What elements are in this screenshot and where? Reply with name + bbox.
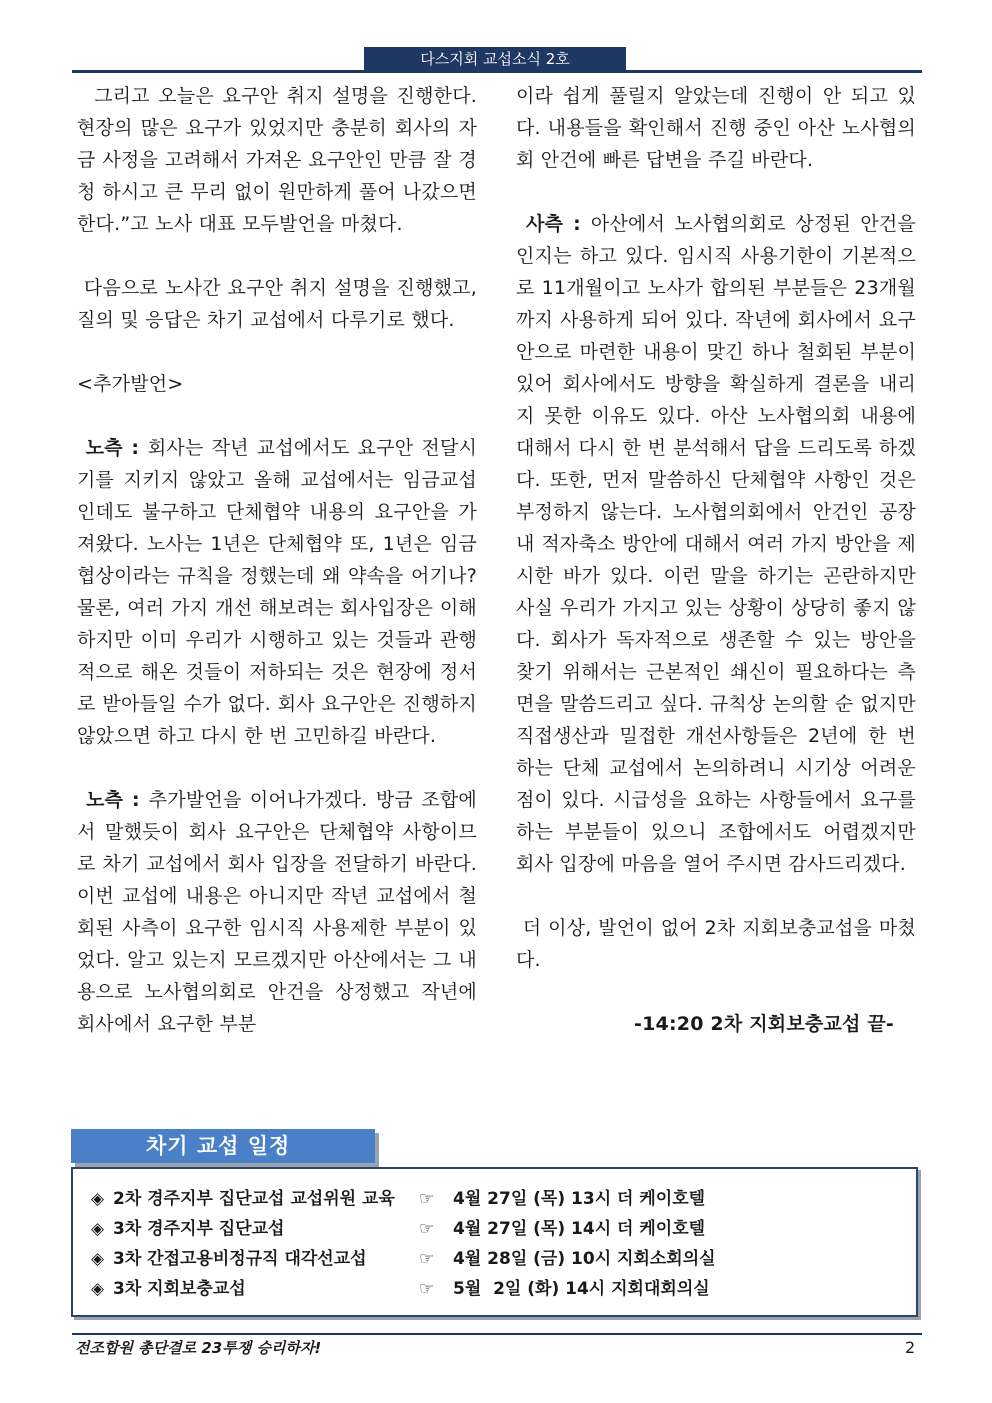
schedule-event: 2차 경주지부 집단교섭 교섭위원 교육 — [113, 1189, 395, 1209]
section-heading-additional-remarks: <추가발언> — [77, 373, 184, 395]
schedule-event: 3차 지회보충교섭 — [113, 1279, 246, 1299]
remark-text: 추가발언을 이어나가겠다. 방금 조합에서 말했듯이 회사 요구안은 단체협약 사항이므로 차기 교섭에서 회사 입장을 전달하기 바란다. 이번 교섭에 내용은 아니지만 작년 교섭에서 철회된 사측이 요구한 임시직 사용제한 부분이 있었다. 알고 있는지 모르겠지만 아산에서는 그 내용으로 노사협의회로 안건을 상정했고 작년에 회사에서 요구한 부분 — [77, 789, 484, 1035]
paragraph-proposal-explanation: 다음으로 노사간 요구안 취지 설명을 진행했고, 질의 및 응답은 차기 교섭에서 다루기로 했다. — [77, 277, 484, 331]
diamond-bullet-icon: ◈ — [91, 1189, 105, 1209]
paragraph-opening-remarks: 그리고 오늘은 요구안 취지 설명을 진행한다. 현장의 많은 요구가 있었지만 충분히 회사의 자금 사정을 고려해서 가져온 요구안인 만큼 잘 경청 하시고 큰 무리 없이 원만하게 풀어 나갔으면 한다.”고 노사 대표 모두발언을 마쳤다. — [77, 85, 484, 235]
schedule-when: 4월 27일 (목) 14시 더 케이호텔 — [453, 1219, 706, 1239]
schedule-title: 차기 교섭 일정 — [71, 1129, 375, 1163]
schedule-when: 4월 27일 (목) 13시 더 케이호텔 — [453, 1189, 706, 1209]
schedule-item — [91, 1214, 706, 1244]
schedule-item — [91, 1274, 710, 1304]
right-column — [516, 80, 923, 1040]
diamond-bullet-icon: ◈ — [91, 1249, 105, 1269]
paragraph-continuation: 이라 쉽게 풀릴지 알았는데 진행이 안 되고 있다. 내용들을 확인해서 진행 중인 아산 노사협의회 안건에 빠른 답변을 주길 바란다. — [516, 85, 916, 171]
footer-slogan: 전조합원 총단결로 23투쟁 승리하자! — [75, 1339, 322, 1357]
diamond-bullet-icon: ◈ — [91, 1219, 105, 1239]
schedule-when: 4월 28일 (금) 10시 지회소회의실 — [453, 1249, 716, 1269]
left-column — [77, 80, 484, 1040]
speaker-label: 노측 : — [77, 437, 148, 459]
pointing-hand-icon: ☞ — [419, 1189, 435, 1209]
speaker-label: 노측 : — [77, 789, 149, 811]
paragraph-company-remark — [516, 208, 923, 880]
schedule-when: 5월 2일 (화) 14시 지회대회의실 — [453, 1279, 710, 1299]
pointing-hand-icon: ☞ — [419, 1279, 435, 1299]
schedule-event: 3차 경주지부 집단교섭 — [113, 1219, 285, 1239]
paragraph-closing: 더 이상, 발언이 없어 2차 지회보충교섭을 마쳤다. — [516, 917, 916, 971]
paragraph-union-remark-2 — [77, 784, 484, 1040]
schedule-box — [71, 1167, 918, 1317]
pointing-hand-icon: ☞ — [419, 1249, 435, 1269]
pointing-hand-icon: ☞ — [419, 1219, 435, 1239]
diamond-bullet-icon: ◈ — [91, 1279, 105, 1299]
schedule-item — [91, 1244, 716, 1274]
newsletter-title: 다스지회 교섭소식 2호 — [364, 47, 626, 71]
remark-text: 회사는 작년 교섭에서도 요구안 전달시기를 지키지 않았고 올해 교섭에서는 임금교섭인데도 불구하고 단체협약 내용의 요구안을 가져왔다. 노사는 1년은 단체협약 또, 1년은 임금협상이라는 규칙을 정했는데 왜 약속을 어기나? 물론, 여러 가지 개선 해보려는 회사입장은 이해하지만 이미 우리가 시행하고 있는 것들과 관행적으로 해온 것들이 저하되는 것은 현장에 정서로 받아들일 수가 없다. 회사 요구안은 진행하지 않았으면 하고 다시 한 번 고민하길 바란다. — [77, 437, 484, 747]
footer-divider — [72, 1333, 922, 1335]
schedule-event: 3차 간접고용비정규직 대각선교섭 — [113, 1249, 367, 1269]
session-end-note: -14:20 2차 지회보충교섭 끝- — [634, 1013, 894, 1035]
schedule-item — [91, 1184, 706, 1214]
remark-text: 아산에서 노사협의회로 상정된 안건을 인지는 하고 있다. 임시직 사용기한이 기본적으로 11개월이고 노사가 합의된 부분들은 23개월까지 사용하게 되어 있다. 작년에 회사에서 요구안으로 마련한 내용이 맞긴 하나 철회된 부분이 있어 회사에서도 방향을 확실하게 결론을 내리지 못한 이유도 있다. 아산 노사협의회 내용에 대해서 다시 한 번 분석해서 답을 드리도록 하겠다. 또한, 먼저 말씀하신 단체협약 사항인 것은 부정하지 않는다. 노사협의회에서 안건인 공장 내 적자축소 방안에 대해서 여러 가지 방안을 제시한 바가 있다. 이런 말을 하기는 곤란하지만 사실 우리가 가지고 있는 상황이 상당히 좋지 않다. 회사가 독자적으로 생존할 수 있는 방안을 찾기 위해서는 근본적인 쇄신이 필요하다는 측면을 말씀드리고 싶다. 규칙상 논의할 순 없지만 직접생산과 밀접한 개선사항들은 2년에 한 번 하는 단체 교섭에서 논의하려니 시기상 어려운 점이 있다. 시급성을 요하는 사항들에서 요구를 하는 부분들이 있으니 조합에서도 어렵겠지만 회사 입장에 마음을 열어 주시면 감사드리겠다. — [516, 213, 923, 875]
paragraph-union-remark-1 — [77, 432, 484, 752]
page-number: 2 — [905, 1338, 916, 1357]
header-divider — [72, 70, 922, 73]
speaker-label: 사측 : — [516, 213, 591, 235]
